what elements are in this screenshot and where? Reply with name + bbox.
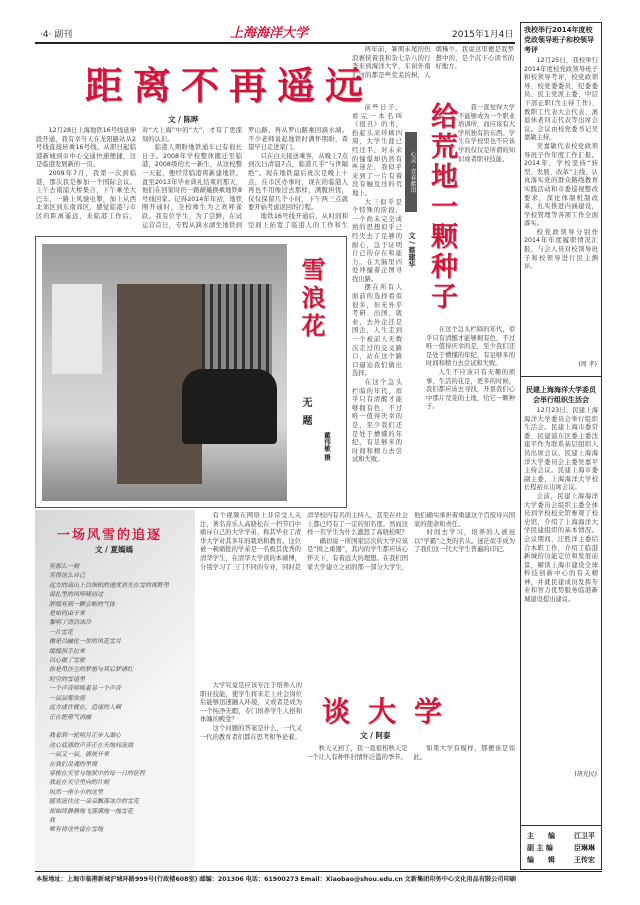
article-title: 距离不再遥远 bbox=[85, 63, 374, 108]
article-body bbox=[458, 104, 515, 324]
article-body bbox=[426, 326, 515, 510]
paragraph: 秋天又到了，我一直很相秋天是一个让人有种怀旧情怀泛滥的季节。 bbox=[306, 745, 408, 761]
paragraph: 确切说一所国家层次的大学应该是“国之重器”，其内的学生都应该心怀天下，有着远大的理想。在我们国家大学建立之初的那一部分大学生，他们确实承担着重建这个百废待兴国家的使命和责任。 bbox=[307, 512, 515, 571]
footer-email[interactable]: Email：Xiaobao@shou.edu.cn bbox=[300, 876, 403, 883]
paragraph: 地铁16号线开通后，从时间和空间上拓宽了临港人的工作和生 bbox=[248, 212, 348, 229]
photo-visitors bbox=[182, 369, 277, 444]
editor-role: 副 主 编 bbox=[527, 844, 553, 852]
footer-printer: 文新集团印务中心文化用品有限公司印刷 bbox=[404, 876, 516, 883]
paragraph: 两年前，暑期末尾的热浪裹挟着我和杂七杂八的行李来到海洋大学，车窗外南汇这的都是些荒芜的树，人烟稀少。我说这里便是我梦想中的，是个沉下心读书的好地方。 bbox=[352, 46, 514, 79]
poem-line: 笑得这么自己 bbox=[49, 572, 86, 580]
editor-name: 王传宏 bbox=[574, 856, 595, 864]
paragraph: 大三似乎是个特殊的阶段，一个尚未完全成熟的思想似乎已经失去了足够的耐心，急于证明自己的存在和能力。在大脑里四处冲撞着企图寻找出路。 bbox=[352, 198, 402, 283]
poem-line: 远方的高山上以细柏的速度消失在雪的视野里 bbox=[49, 581, 170, 589]
poem-line: 有那么一刻 bbox=[49, 563, 80, 570]
photo-subtitle: 无题 bbox=[300, 397, 311, 433]
article-body bbox=[200, 682, 302, 868]
poem-title: 一场风雪的追逐 bbox=[57, 528, 163, 543]
sidebar-divider bbox=[521, 376, 601, 377]
poem-line: 我 bbox=[49, 816, 56, 824]
poem-byline: 文 / 夏嫣嫣 bbox=[95, 545, 133, 554]
poem-line: 以心做了雪旅 bbox=[49, 657, 86, 665]
paragraph: 吴嘉敏代表校党政领导班子作年度工作汇报。2014年，学校坚持“转型、发展、改革”主线，认真落实党的群众路线教育实践活动和市委巡视整改要求，深化体制机制改革，扎实推进内涵建设，学校管理等各项工作全面落实。 bbox=[524, 142, 598, 228]
footer-rule bbox=[35, 871, 602, 872]
poem-line: 远方或许就在，追逐的人啊 bbox=[49, 704, 122, 712]
editor-row bbox=[527, 842, 595, 854]
poem-line: 一层又一层，铺展开来 bbox=[49, 751, 110, 759]
poem-box bbox=[35, 510, 195, 870]
paragraph: 只在白天接送乘客，从晚上7点到次日清晨7点，临港几乎“与世隔绝”。现在地铁最后班次是晚上十点，在市区办事时，现在的临港人再也不用像过去那样，满腹担忧，仅仅保留几个小时，下午两三点就要开始考虑返回的行程。 bbox=[248, 152, 348, 212]
paragraph: 有个视频在网络上非常受人关注，著名音乐人高晓松在一档节目中痛斥自己的大学学弟，称其毕业了清华大学对其多年的栽培和教育。这位被一顿痛批的学弟是一名极其优秀的清华学生，在清华大学读的本硕博，分别学习了三门不同的专业，同时是清华校内有名的主持人，甚至在社会上都已经有了一定的知名度。然而这样一名学生为什么激怒了高晓松呢？ bbox=[200, 512, 408, 571]
news-source: (胡光民) bbox=[574, 771, 597, 778]
poem-line: 舒缓有到一颗会断的气体 bbox=[49, 600, 116, 608]
footer bbox=[36, 874, 516, 883]
news-title: 民建上海海洋大学委员会举行组织生活会 bbox=[526, 386, 596, 404]
poem-line: 缓缓指手拉来 bbox=[49, 647, 86, 655]
poem-line bbox=[49, 722, 189, 731]
poem-line: 说扎里的风呼啸而过 bbox=[49, 591, 104, 599]
poem-line: 随寒流往这一朵朵飘落冰冷的雪花 bbox=[49, 798, 140, 806]
paragraph: 人生不应该只有无趣的琐事，生活的花是，更多的时候，我们都应该去寻找，开垦我们心中那片荒芜的土地，给它一颗种子。 bbox=[426, 368, 515, 411]
paragraph: 12月23日，民建上海海洋大学委员会举行组织生活会。民建上海市委常委、民建浦东区委主委沈建平作为联系基层组织人员出席会议。民建上海海洋大学委员会主委吴嘉平主持会议。民建上海市委副主委、上海海洋大学校长程裕东出席会议。 bbox=[524, 407, 598, 492]
footer-postcode: 邮编：201306 bbox=[199, 876, 244, 883]
photo-frame bbox=[35, 236, 347, 508]
article-body bbox=[200, 512, 515, 682]
article-byline: 文 / 蔡建华 bbox=[408, 232, 416, 268]
poem-line: 在我们灵魂的里境 bbox=[49, 760, 98, 768]
article-body bbox=[36, 127, 348, 231]
news-title: 我校举行2014年度校党政领导班子和校领导考评 bbox=[524, 26, 594, 54]
poem-line: 却始终静静地飞落满地一地雪花 bbox=[49, 807, 134, 815]
photo-credit: 戴伟敏 摄 bbox=[323, 432, 331, 461]
paragraph: 临港人期盼地铁通车已有很长日子。2008年学校整体搬迁至临港，2008级的大一新生，从这校整一天起，便经常临港将新建地铁。直至2013年毕业典礼结束的那天，他们在回家时仍一路颠簸换乘地铁8号线回家。记得2014年年初，地铁刚开通时，全校师生为之欢呼雀跃。我有位学生，为了尝鲜，在试运营首日，专程从滴水湖坐地铁到罗山路，再从罗山路乘回滴水湖。不少老师说起地铁时满怀期盼，希望早日走进家门。 bbox=[142, 127, 348, 229]
sidebar-news bbox=[520, 22, 602, 870]
paragraph: 这个问题的答案是什么，一代又一代的教育者们都在思考和争论着。 bbox=[200, 724, 302, 741]
poem-line: 像是以融化一世的风花雪月 bbox=[49, 638, 122, 646]
paragraph: 时间去学习，培养的人被冠以“学霸”之类的名头。迷茫似乎成为了我们这一代大学生普遍的印记。 bbox=[414, 529, 515, 554]
poem-line: 这心底涌的声音正在天地间流淌 bbox=[49, 741, 134, 749]
poem-line: 正在把勇气消融 bbox=[49, 713, 92, 721]
paragraph: 我一直觉得大学不能够成为一个职业培训所，而应该有大学所独有的东西。学生在学校里也不应该学的仅仅是所谓的知识或者职业技能。 bbox=[458, 104, 515, 163]
paragraph: 会前，民建上海海洋大学委员会组织主委全体员到学校校史馆参观了校史馆，介绍了上海海洋大学民建组织的基本情况。会议期间，汪胜洋主委结合本职工作，介绍了临港新城的功能定位和发展前景，解读上海市建设全球科技创新中心的有关精神，并就民建成员发挥专业和智力优势服务临港新城建设提出建议。 bbox=[524, 492, 598, 604]
news-source: (周 孝) bbox=[578, 361, 597, 368]
editor-role: 主 编 bbox=[527, 832, 555, 840]
article-title: 给荒地一颗种子 bbox=[426, 102, 457, 312]
footer-address: 本报地址：上海市临港新城沪城环路999号(行政楼608室) bbox=[36, 876, 198, 883]
paragraph: 摆在所有人面前的选择看似很多，但无外乎考研、出国、就业、去外企还是国企，人生走到一个被前人无数次走过的交叉路口，站在这个路口逼迫我们做出选择。 bbox=[352, 284, 402, 378]
photo-title: 雪浪花 bbox=[297, 257, 326, 341]
column-label: 心灵 · 青春絮语 bbox=[405, 132, 417, 212]
paragraph: 如果大学有模样，那便该是如此。 bbox=[413, 745, 515, 761]
editor-row bbox=[527, 830, 595, 842]
paragraph: 在这个急头栏暗的年代，似乎只有清醒才能够拥有色，不过唯一值得庆幸的是，至少我们还是处于懵懂的年纪，有足够多的时间和精力去尝试和失败。 bbox=[426, 326, 515, 368]
article-byline: 文 / 陈晔 bbox=[168, 115, 199, 124]
poem-line: 我看到一轮明月正步入湖心 bbox=[49, 732, 122, 740]
article-body bbox=[352, 104, 402, 510]
editor-role: 编 辑 bbox=[527, 856, 555, 864]
paragraph: 12月28日上海地铁16号线延伸段开通，我有幸当天在龙阳路站从2号线直接转乘16号线。从即日起临港新城到市中心交通快速便捷，这是临港发展新的一页。 bbox=[36, 127, 136, 169]
editor-name: 江卫平 bbox=[574, 832, 595, 840]
article-byline: 文 / 阿泰 bbox=[360, 731, 391, 740]
poem-line: 穿梭在天堂与地狱中的每一日的征程 bbox=[49, 769, 146, 777]
news-body bbox=[521, 407, 601, 767]
header-rule bbox=[35, 42, 515, 44]
poem-line: 唯有将这些留在雪地 bbox=[49, 826, 104, 834]
poem-line: 我赶在天空里向的片刻 bbox=[49, 779, 110, 787]
poem-line: 黎明了清洁冰冷 bbox=[49, 619, 92, 627]
article-body bbox=[352, 46, 514, 102]
news-body bbox=[521, 57, 601, 357]
article-body bbox=[306, 745, 515, 869]
poem-line: 一层层雾弥漫 bbox=[49, 694, 86, 702]
paragraph: 2009年7月，我第一次到临港，那次我是参加一个国际会议。上午去南浦大桥集合，下午乘坐大巴车，一路上风驰电掣，加上从西北郊区到东南郊区，感觉临港与市区的距离遥远，来临港工作后，对“大上海”中的“大”，才有了更深刻的认识。 bbox=[36, 127, 242, 220]
poem-line: 纵然一座小小的这里 bbox=[49, 788, 104, 796]
article-title: 谈大学 bbox=[322, 695, 461, 728]
poem-lines bbox=[49, 562, 189, 835]
paragraph: 校党政领导分别作2014年年度履职情况汇报，与会人员对校领导班子和校领导进行民主测评。 bbox=[524, 228, 598, 271]
paragraph: 12月25日，我校举行2014年度校党政领导班子和校领导考评，校党政领导、校党委委员、纪委委员、民主党派主委、中层干部正职(含主持工作)、教职工代表大会代表、离退休老同志代表等出席会议。会议由校党委书记吴嘉敏主持。 bbox=[524, 57, 598, 142]
poem-line: 一个声音呼唤着另一个声音 bbox=[49, 685, 122, 693]
paragraph: 在这个急头栏暗的年代，似乎只有清醒才能够拥有色，不过唯一值得庆幸的是，至少我们还是处于懵懂的年纪，有足够多的时间和精力去尝试和失败。 bbox=[352, 379, 402, 464]
masthead-logo: 上海海洋大学 bbox=[230, 26, 309, 41]
poem-line: 是如何由于来 bbox=[49, 610, 86, 618]
poem-line: 时空的雪道里 bbox=[49, 675, 86, 683]
paragraph: 前些日子，看完一本名叫《很丑》的书，抬起头来环顾四周，大学生涯已经过半，对未来的憧憬却仍然有些迷茫，我似乎来到了一片有着没有触及过的荒地上。 bbox=[352, 104, 402, 197]
page-section: ·4· 副刊 bbox=[40, 30, 73, 40]
issue-date: 2015年1月4日 bbox=[452, 30, 514, 40]
poem-line: 一片雪花 bbox=[49, 628, 74, 636]
editor-name: 臣琳琳 bbox=[574, 844, 595, 852]
photo-wall-artwork bbox=[52, 284, 102, 374]
photo-railing bbox=[202, 284, 272, 379]
editor-row bbox=[527, 854, 595, 866]
editor-box bbox=[521, 825, 601, 869]
photo-image bbox=[42, 244, 287, 501]
paragraph: 大学究竟是应该专注于培养人的职业技能，使学生将来走上社会岗位后能够迅速融入环境，又或者是成为一个纯净无暇，专门培养学生人格和体魄的殿堂？ bbox=[200, 682, 302, 724]
footer-phone: 电话：61900273 bbox=[245, 876, 299, 883]
poem-line: 你是用沙尘的梦想与其后梦诸红 bbox=[49, 666, 134, 674]
